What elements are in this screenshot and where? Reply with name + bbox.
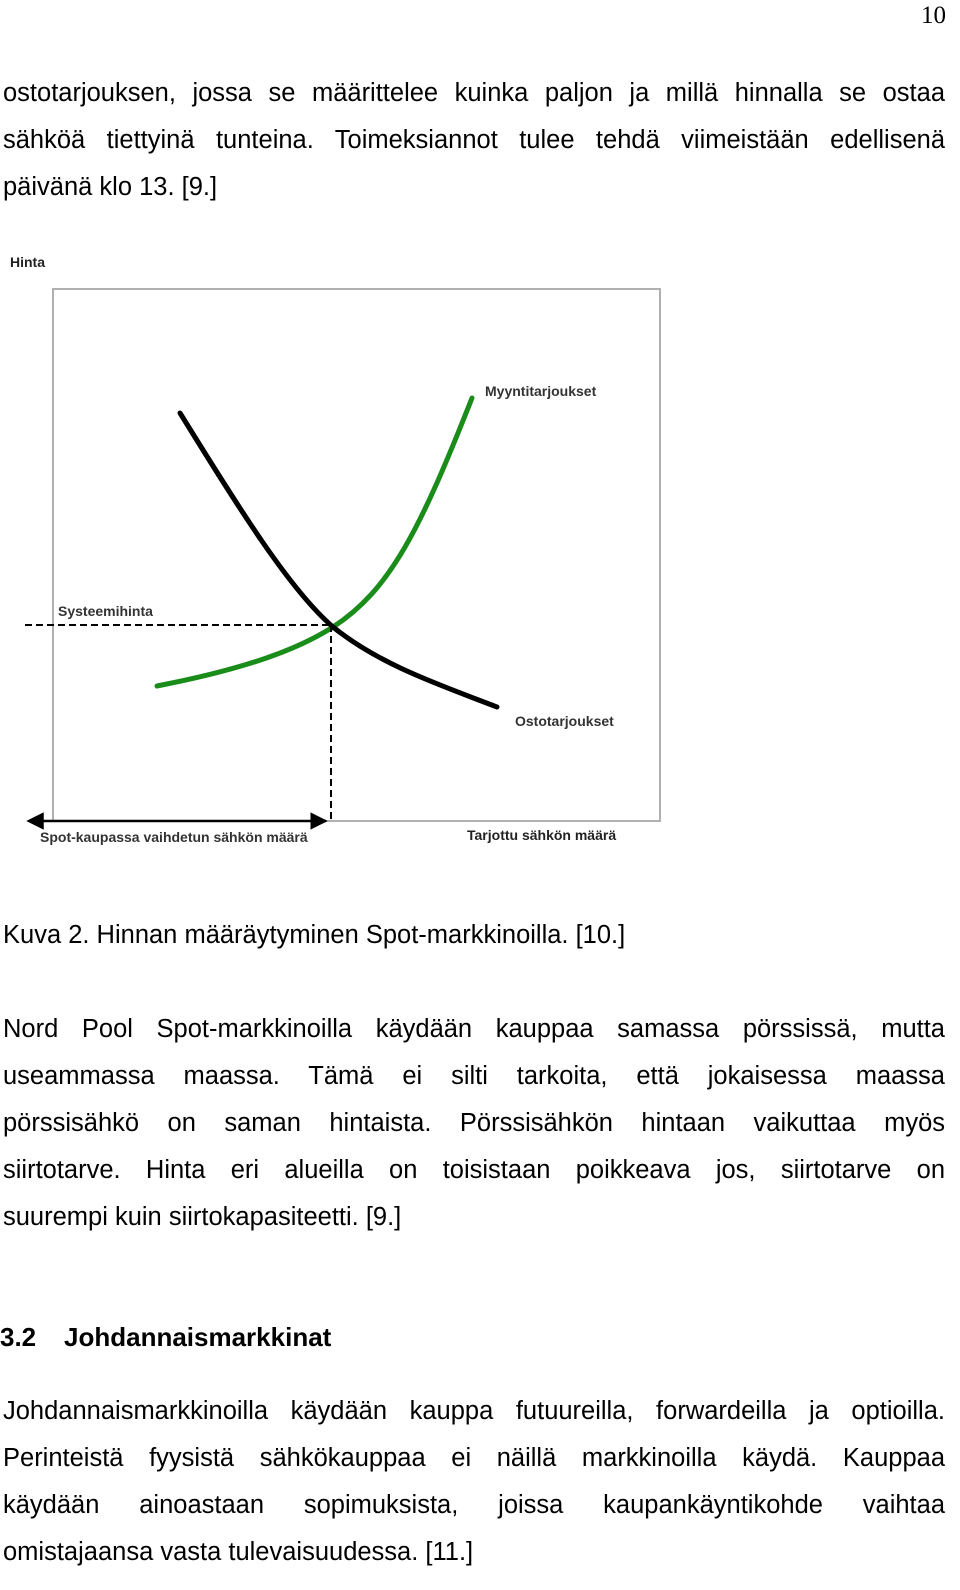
paragraph-line: Nord Pool Spot-markkinoilla käydään kauppaa samassa pörssissä, mutta: [3, 1015, 945, 1043]
demand-label: Ostotarjoukset: [515, 713, 614, 729]
paragraph-line: pörssisähkö on saman hintaista. Pörssisähkön hintaan vaikuttaa myös: [3, 1109, 945, 1137]
intro-paragraph: [3, 70, 945, 211]
paragraph-line: suurempi kuin siirtokapasiteetti. [9.]: [3, 1203, 402, 1231]
paragraph-nord-pool: [3, 1006, 945, 1241]
paragraph-line: Johdannaismarkkinoilla käydään kauppa futuureilla, forwardeilla ja optioilla.: [3, 1397, 945, 1425]
paragraph-line: päivänä klo 13. [9.]: [3, 173, 218, 201]
system-price-label: Systeemihinta: [58, 603, 153, 619]
y-axis-label: Hinta: [10, 254, 45, 270]
paragraph-line: useammassa maassa. Tämä ei silti tarkoita, että jokaisessa maassa: [3, 1062, 945, 1090]
section-number: 3.2: [0, 1322, 37, 1352]
paragraph-line: käydään ainoastaan sopimuksista, joissa kaupankäyntikohde vaihtaa: [3, 1491, 945, 1519]
paragraph-line: sähköä tiettyinä tunteina. Toimeksiannot tulee tehdä viimeistään edellisenä: [3, 126, 945, 154]
paragraph-derivatives: [3, 1388, 945, 1576]
paragraph-line: siirtotarve. Hinta eri alueilla on toisistaan poikkeava jos, siirtotarve on: [3, 1156, 945, 1184]
traded-volume-label: Spot-kaupassa vaihdetun sähkön määrä: [40, 829, 308, 845]
paragraph-line: omistajaansa vasta tulevaisuudessa. [11.]: [3, 1538, 474, 1566]
figure-caption: Kuva 2. Hinnan määräytyminen Spot-markkinoilla. [10.]: [3, 921, 626, 949]
page-number: 10: [921, 2, 946, 29]
diagram-frame: [53, 289, 660, 821]
section-title: Johdannaismarkkinat: [64, 1322, 332, 1352]
price-formation-diagram: [0, 240, 700, 860]
paragraph-line: Perinteistä fyysistä sähkökauppaa ei näillä markkinoilla käydä. Kauppaa: [3, 1444, 945, 1472]
section-heading: [0, 1314, 331, 1361]
supply-label: Myyntitarjoukset: [485, 383, 597, 399]
x-axis-label: Tarjottu sähkön määrä: [467, 827, 617, 843]
supply-curve: [157, 398, 472, 686]
paragraph-line: ostotarjouksen, jossa se määrittelee kuinka paljon ja millä hinnalla se ostaa: [3, 79, 945, 107]
